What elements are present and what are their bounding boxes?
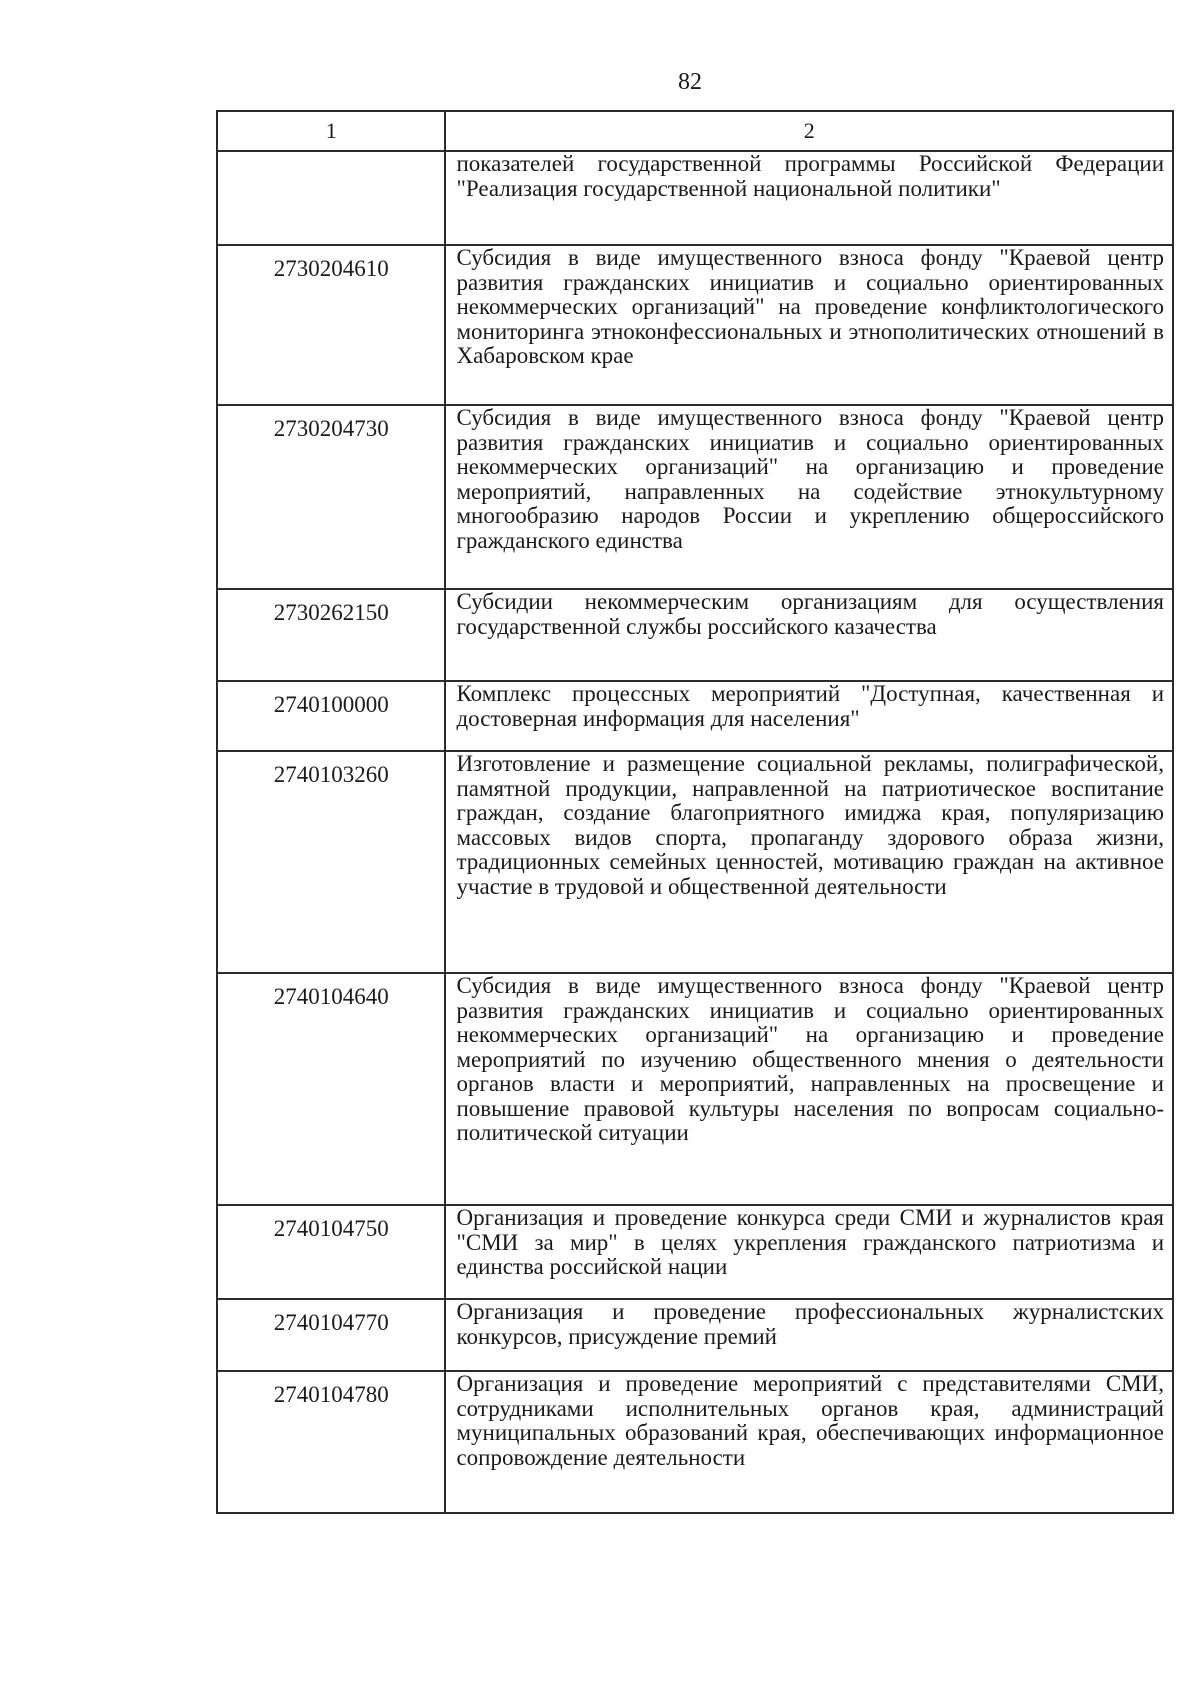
row-name: Организация и проведение профессиональных журналистских конкурсов, присуждение премий <box>445 1299 1173 1371</box>
row-name: Изготовление и размещение социальной рекламы, полиграфической, памятной продукции, направленной на патриотическое воспитание граждан, создание благоприятного имиджа края, популяризацию массовых видов спорта, пропаганду здорового образа жизни, традиционных семейных ценностей, мотивацию граждан на активное участие в трудовой и общественной деятельности <box>445 751 1173 973</box>
row-name: Организация и проведение мероприятий с представителями СМИ, сотрудниками исполнительных органов края, администраций муниципальных образований края, обеспечивающих информационное сопровождение деятельности <box>445 1371 1173 1513</box>
row-name: Субсидия в виде имущественного взноса фонду "Краевой центр развития гражданских инициатив и социально ориентированных некоммерческих организаций" на организацию и проведение мероприятий по изучению общественного мнения о деятельности органов власти и мероприятий, направленных на просвещение и повышение правовой культуры населения по вопросам социально-политической ситуации <box>445 973 1173 1205</box>
row-code: 2730204610 <box>217 245 445 405</box>
row-code: 2740104770 <box>217 1299 445 1371</box>
row-code <box>217 151 445 245</box>
column-header-code: 1 <box>217 111 445 151</box>
page-number: 82 <box>678 69 702 95</box>
row-code: 2730262150 <box>217 589 445 681</box>
table-row <box>217 973 1173 1205</box>
row-name: Комплекс процессных мероприятий "Доступная, качественная и достоверная информация для населения" <box>445 681 1173 751</box>
column-header-name: 2 <box>445 111 1173 151</box>
row-name: Организация и проведение конкурса среди СМИ и журналистов края "СМИ за мир" в целях укрепления гражданского патриотизма и единства российской нации <box>445 1205 1173 1299</box>
table-row <box>217 1205 1173 1299</box>
table-row <box>217 751 1173 973</box>
row-code: 2740104640 <box>217 973 445 1205</box>
row-name: Субсидия в виде имущественного взноса фонду "Краевой центр развития гражданских инициатив и социально ориентированных некоммерческих организаций" на организацию и проведение мероприятий, направленных на содействие этнокультурному многообразию народов России и укреплению общероссийского гражданского единства <box>445 405 1173 589</box>
table-row <box>217 405 1173 589</box>
row-code: 2740100000 <box>217 681 445 751</box>
row-code: 2740104780 <box>217 1371 445 1513</box>
table-row <box>217 1371 1173 1513</box>
table-header-row <box>217 111 1173 151</box>
table-row <box>217 589 1173 681</box>
table-row <box>217 1299 1173 1371</box>
table-row <box>217 245 1173 405</box>
row-code: 2730204730 <box>217 405 445 589</box>
row-code: 2740103260 <box>217 751 445 973</box>
row-name: Субсидии некоммерческим организациям для осуществления государственной службы российского казачества <box>445 589 1173 681</box>
row-name: Субсидия в виде имущественного взноса фонду "Краевой центр развития гражданских инициатив и социально ориентированных некоммерческих организаций" на проведение конфликтологического мониторинга этноконфессиональных и этнополитических отношений в Хабаровском крае <box>445 245 1173 405</box>
row-code: 2740104750 <box>217 1205 445 1299</box>
row-name: показателей государственной программы Российской Федерации "Реализация государственной национальной политики" <box>445 151 1173 245</box>
table-row <box>217 681 1173 751</box>
table-row <box>217 151 1173 245</box>
budget-code-table <box>216 110 1174 1514</box>
